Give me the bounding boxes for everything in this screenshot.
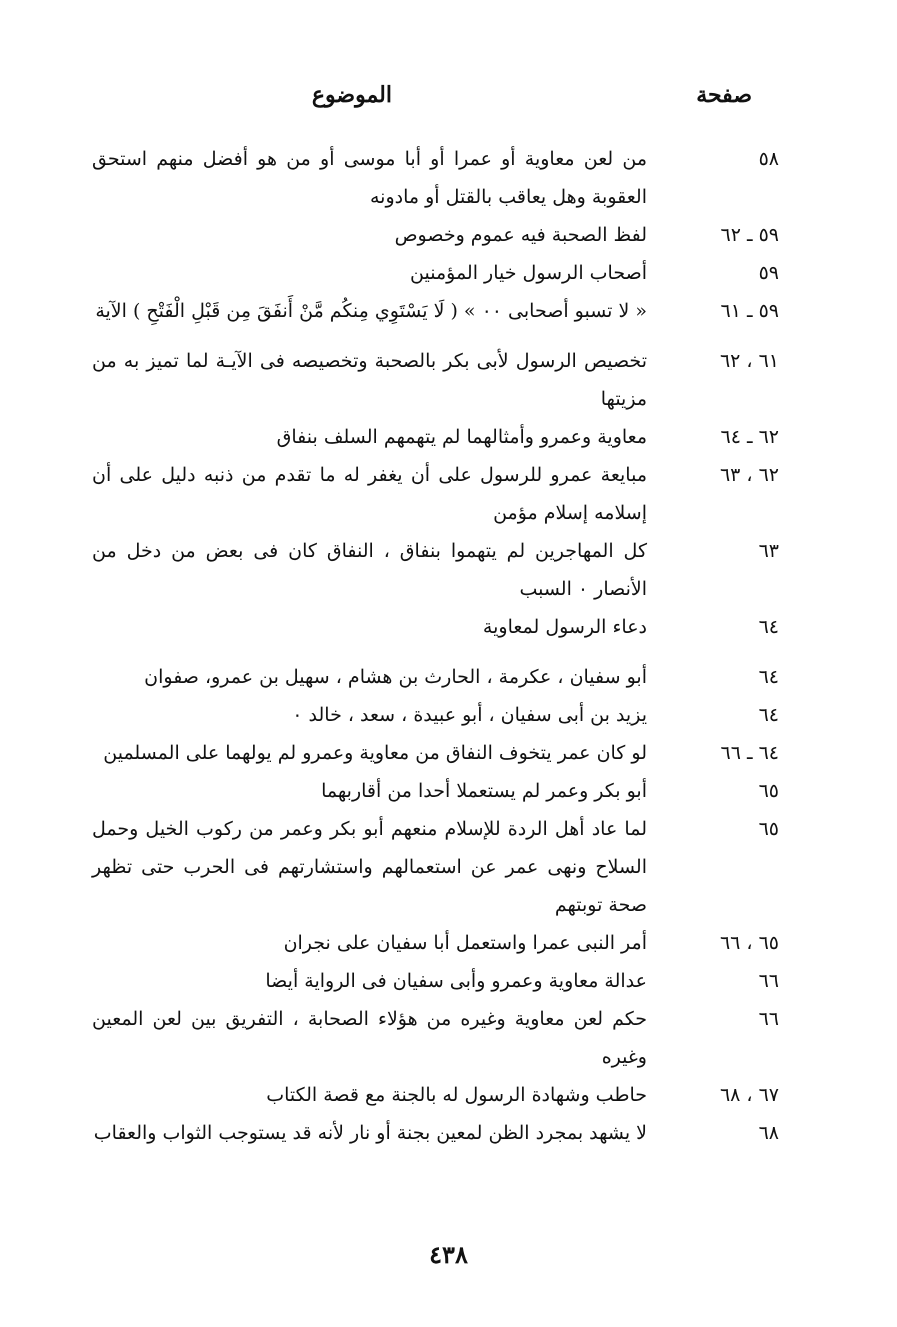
entry-topic: مبايعة عمرو للرسول على أن يغفر له ما تقدم من ذنبه دليل على أن إسلامه إسلام مؤمن [92, 464, 647, 524]
entry-topic: دعاء الرسول لمعاوية [482, 616, 647, 638]
entry-page-number: ٦٦ [758, 1008, 779, 1030]
entry-topic: حكم لعن معاوية وغيره من هؤلاء الصحابة ، التفريق بين لعن المعين وغيره [92, 1008, 647, 1068]
entry-page-number: ٦٥ [758, 780, 779, 802]
index-entry [0, 658, 897, 696]
entry-topic: كل المهاجرين لم يتهموا بنفاق ، النفاق كان فى بعض من دخل من الأنصار ٠ السبب [92, 540, 647, 600]
index-entry [0, 1000, 897, 1076]
entry-topic: من لعن معاوية أو عمرا أو أبا موسى أو من هو أفضل منهم استحق العقوبة وهل يعاقب بالقتل أو مادونه [92, 148, 647, 208]
entry-page-number: ٦٤ [758, 666, 779, 688]
index-entry [0, 608, 897, 646]
entry-page-number: ٦٦ [758, 970, 779, 992]
entry-page-number: ٥٨ [758, 148, 779, 170]
entry-topic: لما عاد أهل الردة للإسلام منعهم أبو بكر وعمر من ركوب الخيل وحمل السلاح ونهى عمر عن استعمالهم واستشارتهم فى الحرب حتى تظهر صحة توبتهم [92, 818, 647, 916]
entry-topic: لو كان عمر يتخوف النفاق من معاوية وعمرو لم يولهما على المسلمين [103, 742, 647, 764]
entry-topic: أبو سفيان ، عكرمة ، الحارث بن هشام ، سهيل بن عمرو، صفوان [144, 666, 647, 688]
entry-page-number: ٥٩ ـ ٦٢ [720, 224, 779, 246]
entry-page-number: ٦٧ ، ٦٨ [719, 1084, 779, 1106]
entry-page-number: ٦٤ [758, 704, 779, 726]
entry-topic: معاوية وعمرو وأمثالهما لم يتهمهم السلف بنفاق [276, 426, 647, 448]
index-entry [0, 962, 897, 1000]
entry-page-number: ٥٩ [758, 262, 779, 284]
index-entry [0, 342, 897, 418]
spacer [0, 330, 897, 342]
entry-topic: أبو بكر وعمر لم يستعملا أحدا من أقاربهما [321, 780, 647, 802]
index-entry [0, 292, 897, 330]
index-entry [0, 1076, 897, 1114]
entry-topic: حاطب وشهادة الرسول له بالجنة مع قصة الكتاب [266, 1084, 647, 1106]
entry-topic: لا يشهد بمجرد الظن لمعين بجنة أو نار لأنه قد يستوجب الثواب والعقاب [93, 1122, 647, 1144]
index-entry [0, 772, 897, 810]
entry-topic: أصحاب الرسول خيار المؤمنين [410, 262, 647, 284]
index-entry [0, 734, 897, 772]
entry-page-number: ٦٥ ، ٦٦ [719, 932, 779, 954]
index-entry [0, 810, 897, 924]
index-entry [0, 924, 897, 962]
index-entry [0, 1114, 897, 1152]
index-entry [0, 532, 897, 608]
entry-topic: يزيد بن أبى سفيان ، أبو عبيدة ، سعد ، خالد ٠ [292, 704, 647, 726]
spacer [0, 646, 897, 658]
entry-topic: لفظ الصحبة فيه عموم وخصوص [394, 224, 647, 246]
index-entry [0, 418, 897, 456]
index-entry [0, 456, 897, 532]
entry-topic: « لا تسبو أصحابى ٠٠ » ( لَا يَسْتَوِي مِنكُم مَّنْ أَنفَقَ مِن قَبْلِ الْفَتْحِ ) الآية [95, 300, 647, 322]
page-number: ٤٣٨ [429, 1240, 468, 1269]
entry-page-number: ٦٣ [758, 540, 779, 562]
entry-topic: أمر النبى عمرا واستعمل أبا سفيان على نجران [283, 932, 647, 954]
entry-page-number: ٦٤ [758, 616, 779, 638]
index-entries [0, 140, 897, 1152]
page-column-header: صفحة [696, 82, 752, 108]
entry-page-number: ٦٨ [758, 1122, 779, 1144]
entry-page-number: ٦١ ، ٦٢ [719, 350, 779, 372]
entry-page-number: ٦٥ [758, 818, 779, 840]
entry-page-number: ٦٢ ، ٦٣ [719, 464, 779, 486]
index-entry [0, 140, 897, 216]
index-entry [0, 216, 897, 254]
entry-page-number: ٦٢ ـ ٦٤ [720, 426, 779, 448]
index-entry [0, 254, 897, 292]
entry-page-number: ٦٤ ـ ٦٦ [720, 742, 779, 764]
entry-topic: عدالة معاوية وعمرو وأبى سفيان فى الرواية أيضا [265, 970, 647, 992]
index-entry [0, 696, 897, 734]
entry-topic: تخصيص الرسول لأبى بكر بالصحبة وتخصيصه فى الآيـة لما تميز به من مزيتها [92, 350, 647, 410]
entry-page-number: ٥٩ ـ ٦١ [720, 300, 779, 322]
topic-column-header: الموضوع [311, 82, 392, 108]
